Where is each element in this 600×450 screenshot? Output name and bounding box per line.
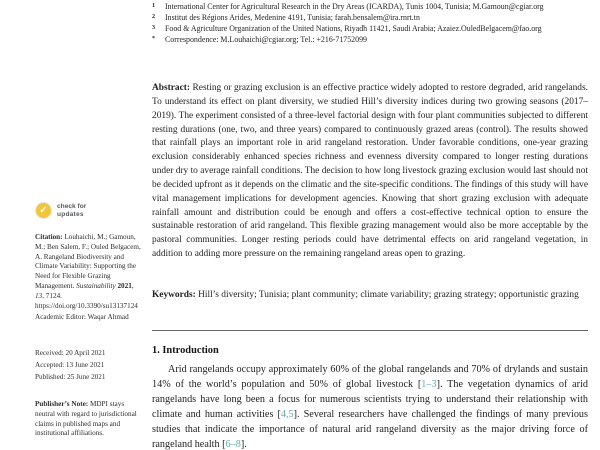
- citation-sep: ,: [131, 281, 134, 290]
- publisher-note-block: [35, 400, 143, 439]
- affiliation-marker: 3: [152, 24, 156, 31]
- abstract-text: Resting or grazing exclusion is an effective practice widely adopted to restore degraded, arid rangelands. To understand its effect on plant diversity, we studied Hill’s diversity indices during two growing seasons (2017–2019). The experiment consisted of a three-level factorial design with four plant communities subjected to different resting durations (one, two, and three years) compared to continuously grazed areas (control). The results showed that rainfall plays an important role in arid rangeland restoration. Under favorable conditions, one-year grazing exclusion considerably enhanced species richness and evenness diversity compared to longer resting durations under dry to average rainfall conditions. The decision to how long livestock grazing exclusion would last should not be decided upfront as it depends on the climatic and the site-specific conditions. The findings of this study will have vital management implications for development agencies. Knowing that short grazing exclusion with adequate rainfall amount and distribution could be enough and offers a cost-effective technical option to ensure the sustainable restoration of arid rangeland. This flexible grazing management would also be more acceptable by the pastoral communities. Longer resting periods could have detrimental effects on arid rangeland vegetation, in addition to adding more pressure on the remaining rangeland areas open to grazing.: [152, 83, 588, 260]
- publisher-note-text: MDPI stays neutral with regard to jurisdictional claims in published maps and institutional affiliations.: [35, 400, 137, 438]
- abstract-label: Abstract:: [152, 83, 193, 93]
- affiliations-list: [152, 1, 588, 45]
- citation-ref-link[interactable]: 6–8: [225, 439, 241, 450]
- intro-text: Arid rangelands occupy approximately 60% of the global rangelands and 70% of drylands and sustain 14% of the world’s population and 50% of global livestock [: [152, 364, 588, 390]
- keywords-label: Keywords:: [152, 290, 199, 300]
- check-circle-icon: ✓: [35, 202, 52, 219]
- published-date: Published: 25 June 2021: [35, 373, 106, 381]
- citation-ref-link[interactable]: 4,5: [280, 409, 294, 420]
- affiliation-row: [152, 34, 588, 45]
- citation-volume: 13: [35, 291, 43, 300]
- affiliation-marker: *: [152, 35, 156, 42]
- affiliation-row: [152, 23, 588, 34]
- section-divider-rule: [152, 330, 588, 331]
- citation-authors-title: Louhaichi, M.; Gamoun, M.; Ben Salem, F.; Ouled Belgacem, A. Rangeland Biodiversity and Climate Variability: Supporting the Need for Flexible Grazing Management.: [35, 233, 141, 290]
- check-for-updates-badge[interactable]: [35, 202, 86, 219]
- academic-editor-block: [35, 313, 143, 323]
- academic-editor-label: Academic Editor:: [35, 313, 88, 321]
- abstract-paragraph: [152, 82, 588, 262]
- citation-label: Citation:: [35, 233, 65, 241]
- citation-block: [35, 233, 143, 311]
- citation-ref-link[interactable]: 1–3: [421, 379, 437, 390]
- publisher-note-label: Publisher’s Note:: [35, 400, 90, 408]
- dates-block: [35, 347, 143, 383]
- badge-line2: updates: [57, 210, 84, 218]
- citation-doi-link[interactable]: , 7124. https://doi.org/10.3390/su13137124: [35, 291, 138, 310]
- intro-text: ]. Several researchers have challenged the findings of many previous studies that indicate the importance of natural arid rangeland diversity as the major driving force of rangeland health [: [152, 409, 588, 450]
- affiliation-marker: 2: [152, 13, 156, 20]
- received-date: Received: 20 April 2021: [35, 349, 106, 357]
- intro-text: ].: [240, 439, 247, 450]
- academic-editor-name: Waqar Ahmad: [87, 313, 129, 321]
- intro-text: ]. The vegetation dynamics of arid rangelands have long been a focus for numerous scientists trying to understand their relationship with climate and human activities [: [152, 379, 588, 420]
- affiliation-row: [152, 1, 588, 12]
- introduction-paragraph: [152, 362, 588, 450]
- keywords-text: Hill’s diversity; Tunisia; plant community; climate variability; grazing strategy; opportunistic grazing: [198, 290, 579, 300]
- affiliation-text: Correspondence: M.Louhaichi@cgiar.org; Tel.: +216-71752099: [165, 35, 367, 44]
- affiliation-row: [152, 12, 588, 23]
- affiliation-text: Food & Agriculture Organization of the United Nations, Riyadh 11421, Saudi Arabia; Azaiez.OuledBelgacem@fao.org: [165, 24, 542, 33]
- affiliation-text: International Center for Agricultural Research in the Dry Areas (ICARDA), Tunis 1004, Tunisia; M.Gamoun@cgiar.org: [165, 2, 544, 11]
- citation-year: 2021: [115, 281, 132, 290]
- affiliation-marker: 1: [152, 2, 156, 9]
- keywords-paragraph: [152, 289, 588, 303]
- accepted-date: Accepted: 13 June 2021: [35, 361, 105, 369]
- badge-line1: check for: [57, 202, 87, 210]
- affiliation-text: Institut des Régions Arides, Medenine 4191, Tunisia; farah.bensalem@ira.rnrt.tn: [165, 13, 420, 22]
- introduction-heading: 1. Introduction: [152, 345, 219, 356]
- citation-journal: Sustainability: [76, 281, 116, 290]
- check-for-updates-label: [57, 203, 86, 218]
